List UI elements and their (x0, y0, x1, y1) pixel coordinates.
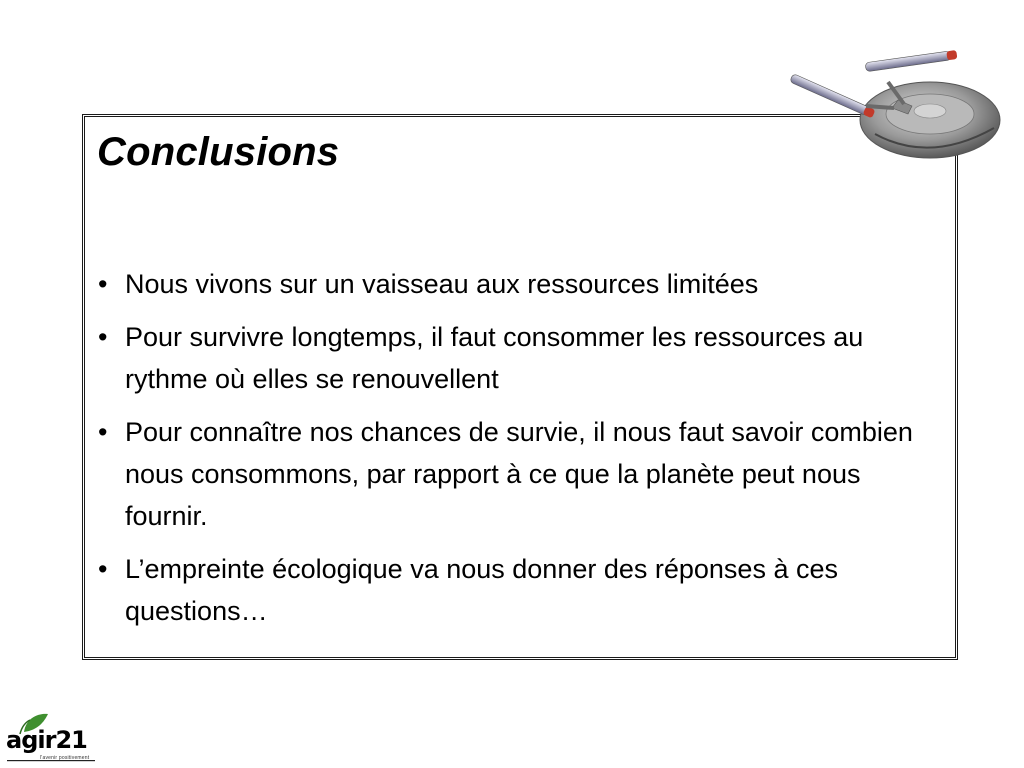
bullet-list (98, 263, 948, 643)
bullet-text: Pour survivre longtemps, il faut consommer les ressources au rythme où elles se renouvellent (125, 322, 864, 394)
starship-icon (780, 42, 1006, 172)
bullet-text: Nous vivons sur un vaisseau aux ressources limitées (125, 269, 759, 299)
bullet-text: L’empreinte écologique va nous donner des réponses à ces questions… (125, 554, 838, 626)
bullet-marker: • (98, 269, 108, 299)
bullet-item (98, 411, 948, 537)
bullet-marker: • (98, 554, 108, 584)
logo-wordmark: agir21 (6, 726, 87, 754)
bullet-marker: • (98, 322, 108, 352)
bullet-item (98, 263, 948, 305)
logo-tagline: l'avenir positivement (40, 755, 90, 761)
bullet-text: Pour connaître nos chances de survie, il nous faut savoir combien nous consommons, par rapport à ce que la planète peut nous fournir. (125, 417, 913, 531)
bullet-item (98, 548, 948, 632)
bullet-item (98, 316, 948, 400)
slide-title: Conclusions (97, 130, 340, 174)
bullet-marker: • (98, 417, 108, 447)
